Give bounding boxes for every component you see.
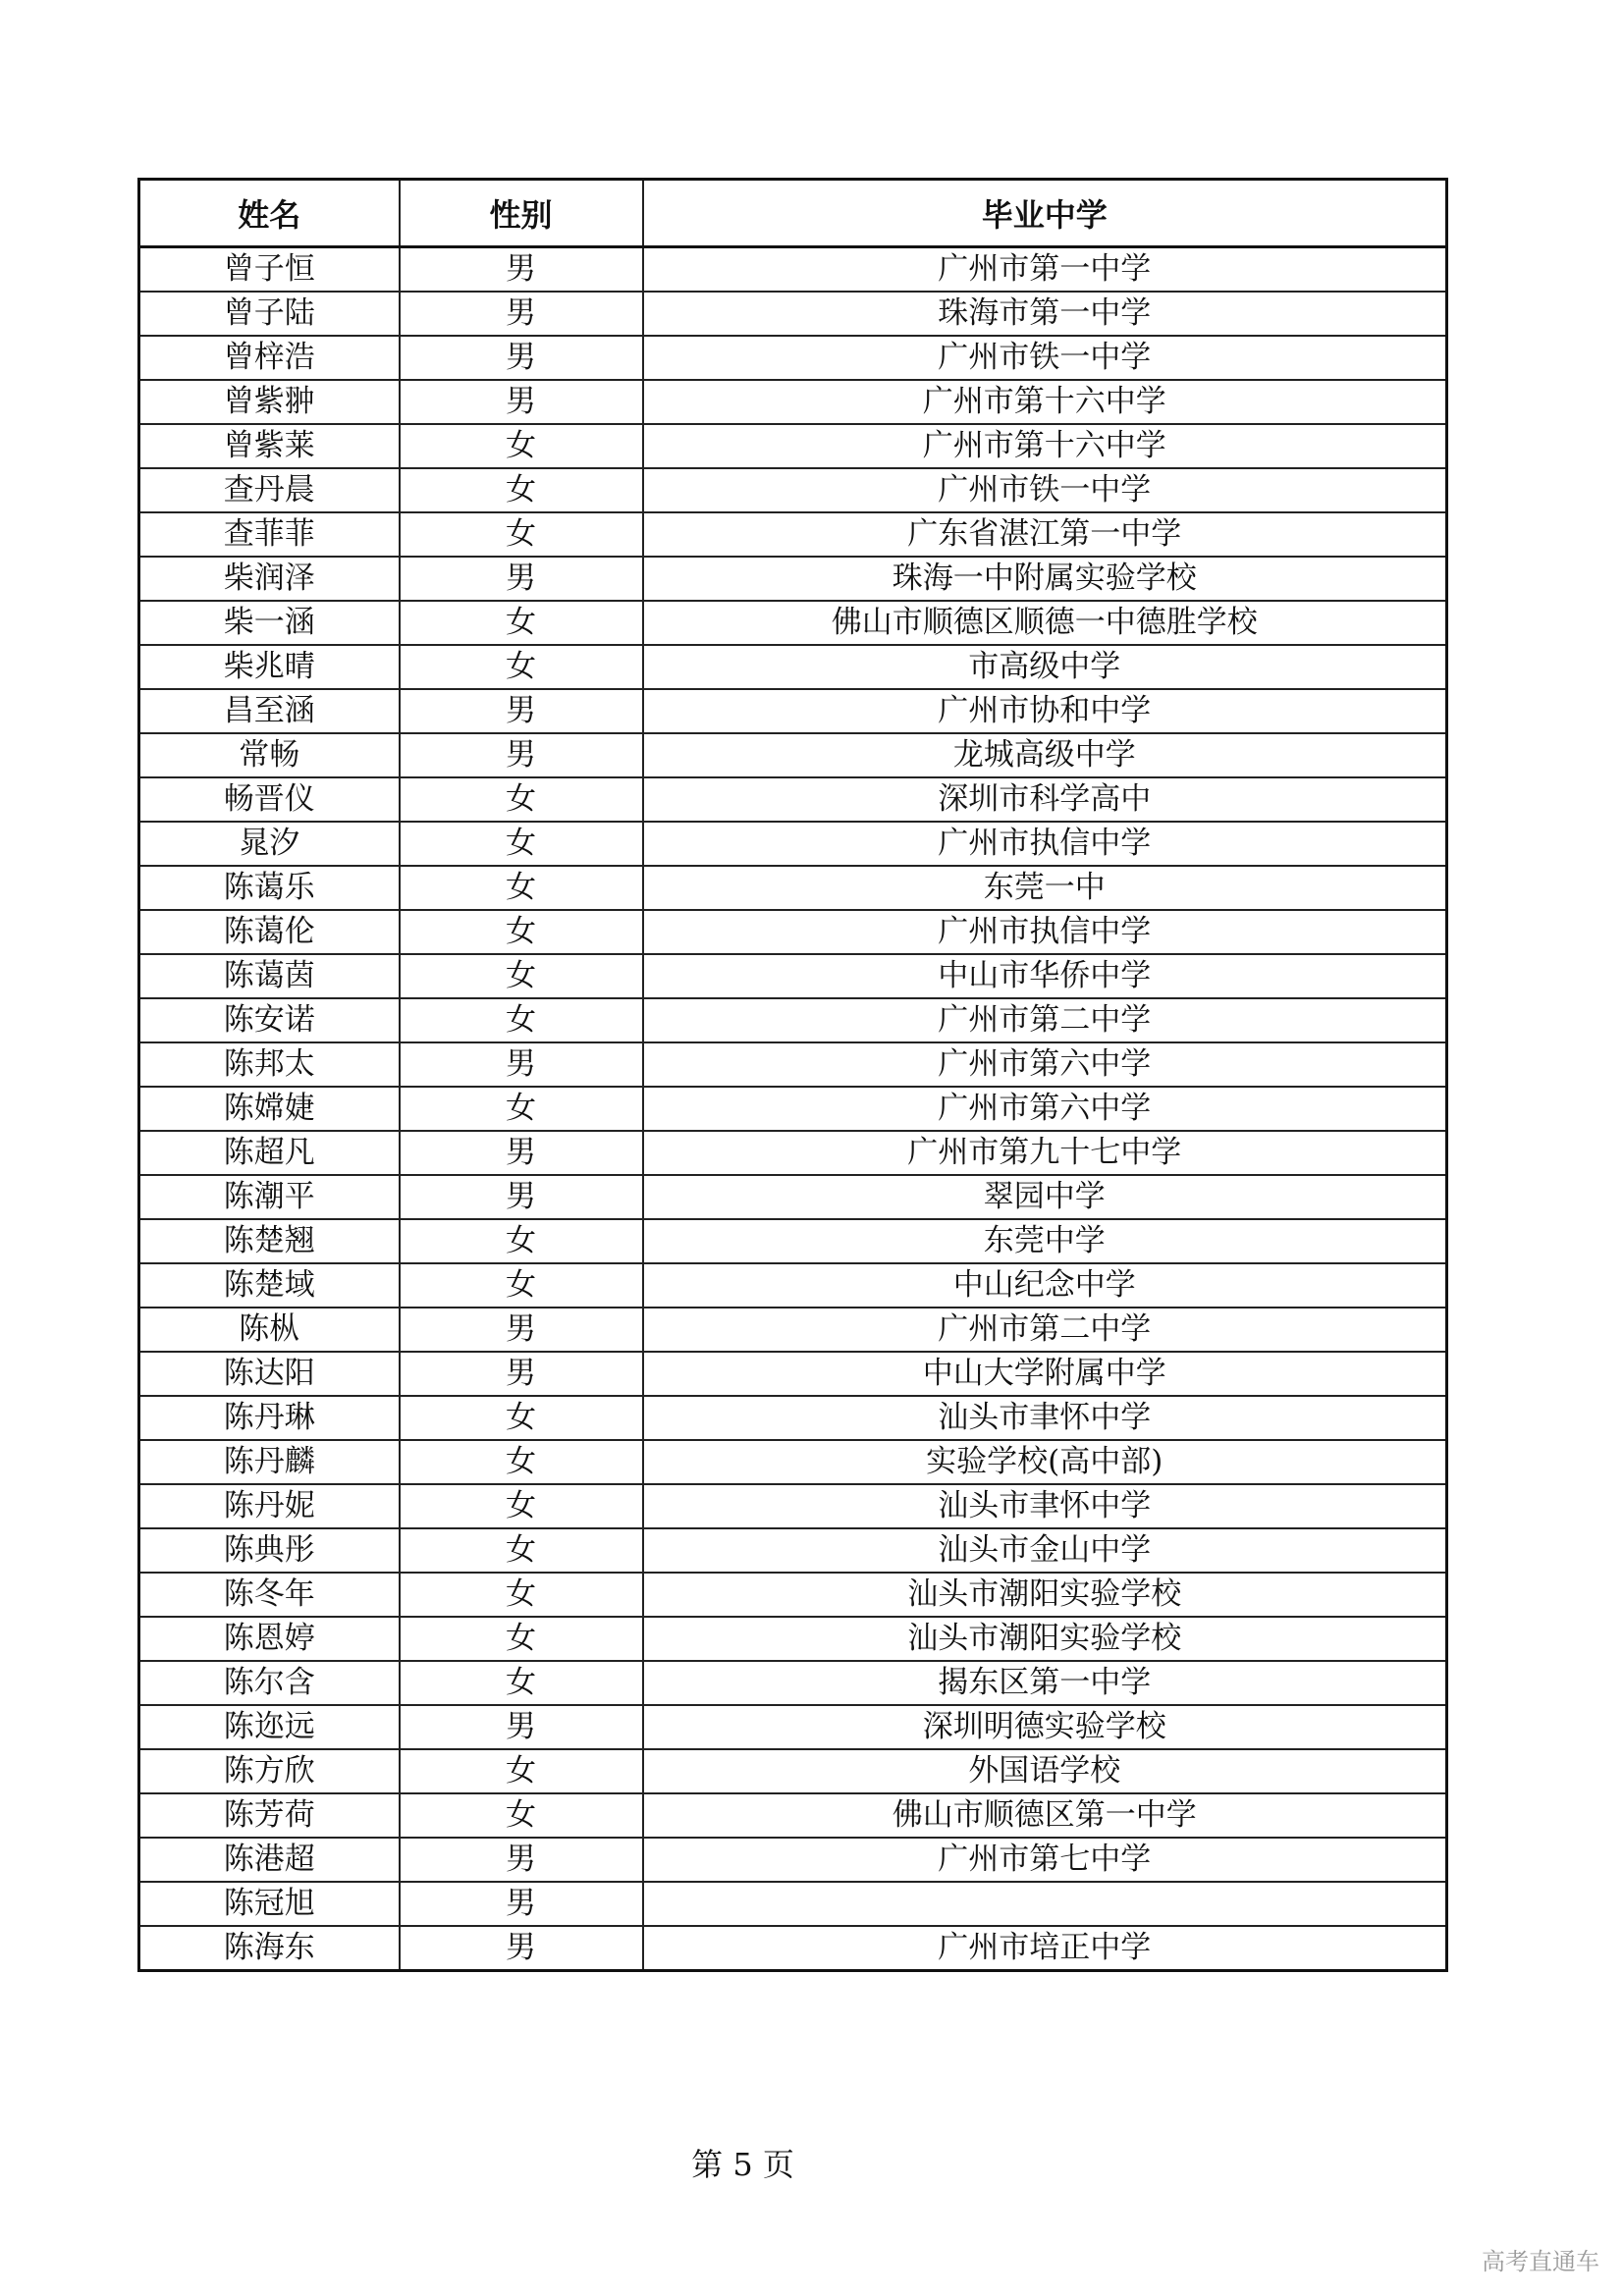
table-row <box>139 601 1447 645</box>
cell-gender: 男 <box>400 1042 643 1087</box>
cell-name: 陈楚域 <box>139 1263 400 1308</box>
table-row <box>139 380 1447 424</box>
cell-gender: 男 <box>400 557 643 601</box>
cell-name: 畅晋仪 <box>139 777 400 822</box>
cell-school: 珠海市第一中学 <box>643 292 1447 336</box>
table-row <box>139 1219 1447 1263</box>
table-row <box>139 1484 1447 1528</box>
cell-school: 广州市协和中学 <box>643 689 1447 733</box>
cell-school: 珠海一中附属实验学校 <box>643 557 1447 601</box>
cell-name: 陈安诺 <box>139 998 400 1042</box>
cell-name: 陈枞 <box>139 1308 400 1352</box>
cell-school: 广州市第六中学 <box>643 1087 1447 1131</box>
cell-school: 广州市第七中学 <box>643 1838 1447 1882</box>
cell-name: 陈蔼伦 <box>139 910 400 954</box>
cell-school: 中山大学附属中学 <box>643 1352 1447 1396</box>
table-row <box>139 777 1447 822</box>
cell-school: 佛山市顺德区顺德一中德胜学校 <box>643 601 1447 645</box>
table-row <box>139 1528 1447 1573</box>
cell-name: 陈典彤 <box>139 1528 400 1573</box>
cell-gender: 女 <box>400 1793 643 1838</box>
cell-gender: 男 <box>400 733 643 777</box>
cell-name: 柴润泽 <box>139 557 400 601</box>
cell-name: 晁汐 <box>139 822 400 866</box>
cell-gender: 男 <box>400 1308 643 1352</box>
cell-name: 柴兆晴 <box>139 645 400 689</box>
cell-name: 陈丹妮 <box>139 1484 400 1528</box>
table-row <box>139 1308 1447 1352</box>
table-row <box>139 910 1447 954</box>
cell-school: 汕头市聿怀中学 <box>643 1396 1447 1440</box>
cell-name: 陈达阳 <box>139 1352 400 1396</box>
cell-school: 广州市第一中学 <box>643 247 1447 293</box>
table-row <box>139 336 1447 380</box>
cell-name: 曾紫翀 <box>139 380 400 424</box>
cell-name: 陈港超 <box>139 1838 400 1882</box>
cell-gender: 女 <box>400 866 643 910</box>
cell-name: 曾紫莱 <box>139 424 400 468</box>
watermark-logo: 高考直通车 <box>1482 2248 1599 2275</box>
cell-gender: 男 <box>400 1352 643 1396</box>
cell-gender: 女 <box>400 1573 643 1617</box>
cell-school: 广州市第九十七中学 <box>643 1131 1447 1175</box>
cell-gender: 女 <box>400 954 643 998</box>
cell-name: 陈海东 <box>139 1926 400 1971</box>
cell-school: 龙城高级中学 <box>643 733 1447 777</box>
cell-school: 广州市铁一中学 <box>643 336 1447 380</box>
cell-gender: 女 <box>400 1661 643 1705</box>
cell-gender: 男 <box>400 1175 643 1219</box>
cell-gender: 女 <box>400 645 643 689</box>
table-row <box>139 1352 1447 1396</box>
cell-gender: 女 <box>400 1484 643 1528</box>
table-row <box>139 1838 1447 1882</box>
table-row <box>139 1573 1447 1617</box>
header-school: 毕业中学 <box>643 180 1447 247</box>
table-row <box>139 1882 1447 1926</box>
roster-table <box>137 178 1448 1972</box>
cell-school: 东莞中学 <box>643 1219 1447 1263</box>
table-row <box>139 424 1447 468</box>
cell-name: 柴一涵 <box>139 601 400 645</box>
cell-gender: 女 <box>400 601 643 645</box>
table-row <box>139 512 1447 557</box>
cell-name: 陈楚翘 <box>139 1219 400 1263</box>
table-row <box>139 1440 1447 1484</box>
cell-school: 广州市第二中学 <box>643 1308 1447 1352</box>
cell-school <box>643 1882 1447 1926</box>
cell-name: 陈蔼乐 <box>139 866 400 910</box>
cell-name: 陈嫦婕 <box>139 1087 400 1131</box>
cell-name: 陈潮平 <box>139 1175 400 1219</box>
cell-name: 查菲菲 <box>139 512 400 557</box>
table-row <box>139 689 1447 733</box>
table-row <box>139 822 1447 866</box>
table-row <box>139 733 1447 777</box>
table-row <box>139 247 1447 293</box>
cell-name: 陈蔼茵 <box>139 954 400 998</box>
table-row <box>139 1042 1447 1087</box>
cell-school: 市高级中学 <box>643 645 1447 689</box>
cell-name: 曾子恒 <box>139 247 400 293</box>
table-row <box>139 1793 1447 1838</box>
cell-gender: 女 <box>400 910 643 954</box>
cell-school: 广州市第十六中学 <box>643 424 1447 468</box>
table-row <box>139 998 1447 1042</box>
table-row <box>139 557 1447 601</box>
cell-gender: 男 <box>400 1838 643 1882</box>
cell-gender: 女 <box>400 424 643 468</box>
table-body <box>139 247 1447 1971</box>
cell-name: 陈恩婷 <box>139 1617 400 1661</box>
cell-gender: 女 <box>400 1617 643 1661</box>
cell-gender: 女 <box>400 512 643 557</box>
cell-gender: 女 <box>400 998 643 1042</box>
cell-school: 外国语学校 <box>643 1749 1447 1793</box>
cell-gender: 女 <box>400 777 643 822</box>
cell-gender: 女 <box>400 1528 643 1573</box>
cell-gender: 女 <box>400 468 643 512</box>
cell-gender: 女 <box>400 1749 643 1793</box>
cell-school: 佛山市顺德区第一中学 <box>643 1793 1447 1838</box>
cell-gender: 女 <box>400 1263 643 1308</box>
cell-school: 翠园中学 <box>643 1175 1447 1219</box>
cell-gender: 女 <box>400 1087 643 1131</box>
header-name: 姓名 <box>139 180 400 247</box>
cell-gender: 女 <box>400 822 643 866</box>
table-row <box>139 1705 1447 1749</box>
table-row <box>139 645 1447 689</box>
cell-school: 深圳市科学高中 <box>643 777 1447 822</box>
cell-school: 汕头市潮阳实验学校 <box>643 1617 1447 1661</box>
cell-school: 揭东区第一中学 <box>643 1661 1447 1705</box>
cell-school: 东莞一中 <box>643 866 1447 910</box>
table-row <box>139 1749 1447 1793</box>
cell-school: 中山市华侨中学 <box>643 954 1447 998</box>
cell-school: 中山纪念中学 <box>643 1263 1447 1308</box>
cell-school: 汕头市潮阳实验学校 <box>643 1573 1447 1617</box>
cell-name: 陈尔含 <box>139 1661 400 1705</box>
cell-gender: 男 <box>400 689 643 733</box>
cell-name: 陈邦太 <box>139 1042 400 1087</box>
cell-school: 广州市执信中学 <box>643 910 1447 954</box>
table-header-row <box>139 180 1447 247</box>
cell-name: 陈冠旭 <box>139 1882 400 1926</box>
cell-school: 广东省湛江第一中学 <box>643 512 1447 557</box>
cell-name: 曾梓浩 <box>139 336 400 380</box>
cell-gender: 男 <box>400 292 643 336</box>
cell-school: 广州市第二中学 <box>643 998 1447 1042</box>
cell-name: 查丹晨 <box>139 468 400 512</box>
cell-gender: 女 <box>400 1219 643 1263</box>
table-row <box>139 1087 1447 1131</box>
cell-school: 广州市培正中学 <box>643 1926 1447 1971</box>
cell-school: 深圳明德实验学校 <box>643 1705 1447 1749</box>
cell-name: 陈超凡 <box>139 1131 400 1175</box>
header-gender: 性别 <box>400 180 643 247</box>
cell-name: 陈迩远 <box>139 1705 400 1749</box>
cell-school: 广州市执信中学 <box>643 822 1447 866</box>
cell-name: 常畅 <box>139 733 400 777</box>
cell-school: 广州市铁一中学 <box>643 468 1447 512</box>
cell-gender: 男 <box>400 1705 643 1749</box>
table-row <box>139 1396 1447 1440</box>
cell-gender: 男 <box>400 247 643 293</box>
cell-name: 曾子陆 <box>139 292 400 336</box>
cell-gender: 男 <box>400 1131 643 1175</box>
cell-gender: 男 <box>400 336 643 380</box>
cell-gender: 男 <box>400 380 643 424</box>
cell-gender: 男 <box>400 1926 643 1971</box>
table-row <box>139 1661 1447 1705</box>
cell-name: 陈丹琳 <box>139 1396 400 1440</box>
cell-school: 广州市第十六中学 <box>643 380 1447 424</box>
cell-school: 广州市第六中学 <box>643 1042 1447 1087</box>
cell-name: 昌至涵 <box>139 689 400 733</box>
cell-school: 汕头市聿怀中学 <box>643 1484 1447 1528</box>
table-row <box>139 1926 1447 1971</box>
cell-gender: 女 <box>400 1440 643 1484</box>
table-row <box>139 1617 1447 1661</box>
cell-school: 汕头市金山中学 <box>643 1528 1447 1573</box>
table-row <box>139 468 1447 512</box>
table-row <box>139 292 1447 336</box>
cell-gender: 男 <box>400 1882 643 1926</box>
cell-name: 陈丹麟 <box>139 1440 400 1484</box>
table-row <box>139 1175 1447 1219</box>
cell-school: 实验学校(高中部) <box>643 1440 1447 1484</box>
table-row <box>139 1131 1447 1175</box>
cell-name: 陈冬年 <box>139 1573 400 1617</box>
cell-gender: 女 <box>400 1396 643 1440</box>
table-row <box>139 866 1447 910</box>
table-row <box>139 1263 1447 1308</box>
cell-name: 陈芳荷 <box>139 1793 400 1838</box>
cell-name: 陈方欣 <box>139 1749 400 1793</box>
table-row <box>139 954 1447 998</box>
page-number: 第 5 页 <box>691 2146 794 2183</box>
